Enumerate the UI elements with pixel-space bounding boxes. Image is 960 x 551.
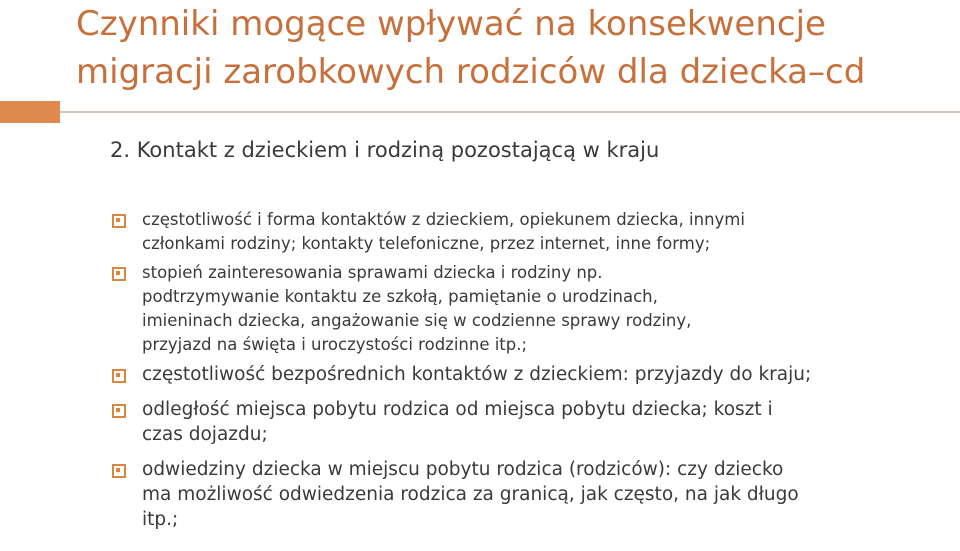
list-item <box>112 261 952 357</box>
square-bullet-icon <box>112 404 126 418</box>
title-accent-box <box>0 101 60 123</box>
list-item <box>112 457 952 532</box>
section-heading: 2. Kontakt z dzieckiem i rodziną pozostającą w kraju <box>110 138 660 162</box>
title-divider <box>60 111 960 113</box>
square-bullet-icon <box>112 267 126 281</box>
list-item <box>112 397 952 447</box>
list-item-text: częstotliwość bezpośrednich kontaktów z dzieckiem: przyjazdy do kraju; <box>142 364 812 385</box>
title-line-2: migracji zarobkowych rodziców dla dziecka–cd <box>76 52 866 92</box>
slide-title <box>76 0 936 96</box>
square-bullet-icon <box>112 464 126 478</box>
list-item <box>112 208 952 256</box>
square-bullet-icon <box>112 369 126 383</box>
square-bullet-icon <box>112 214 126 228</box>
list-item-text: odległość miejsca pobytu rodzica od miejsca pobytu dziecka; koszt i czas dojazdu; <box>142 399 773 445</box>
list-item-text: częstotliwość i forma kontaktów z dzieckiem, opiekunem dziecka, innymi członkami rodziny; kontakty telefoniczne, przez internet, inne formy; <box>142 210 745 253</box>
list-item-text: stopień zainteresowania sprawami dziecka i rodziny np. podtrzymywanie kontaktu ze szkołą, pamiętanie o urodzinach, imieninach dziecka, angażowanie się w codzienne sprawy rodziny, przyjazd na święta i uroczystości rodzinne itp.; <box>142 263 692 354</box>
bullet-list <box>112 208 952 542</box>
list-item-text: odwiedziny dziecka w miejscu pobytu rodzica (rodziców): czy dziecko ma możliwość odwiedzenia rodzica za granicą, jak często, na jak długo itp.; <box>142 459 799 530</box>
list-item <box>112 362 952 387</box>
title-line-1: Czynniki mogące wpływać na konsekwencje <box>76 4 826 44</box>
